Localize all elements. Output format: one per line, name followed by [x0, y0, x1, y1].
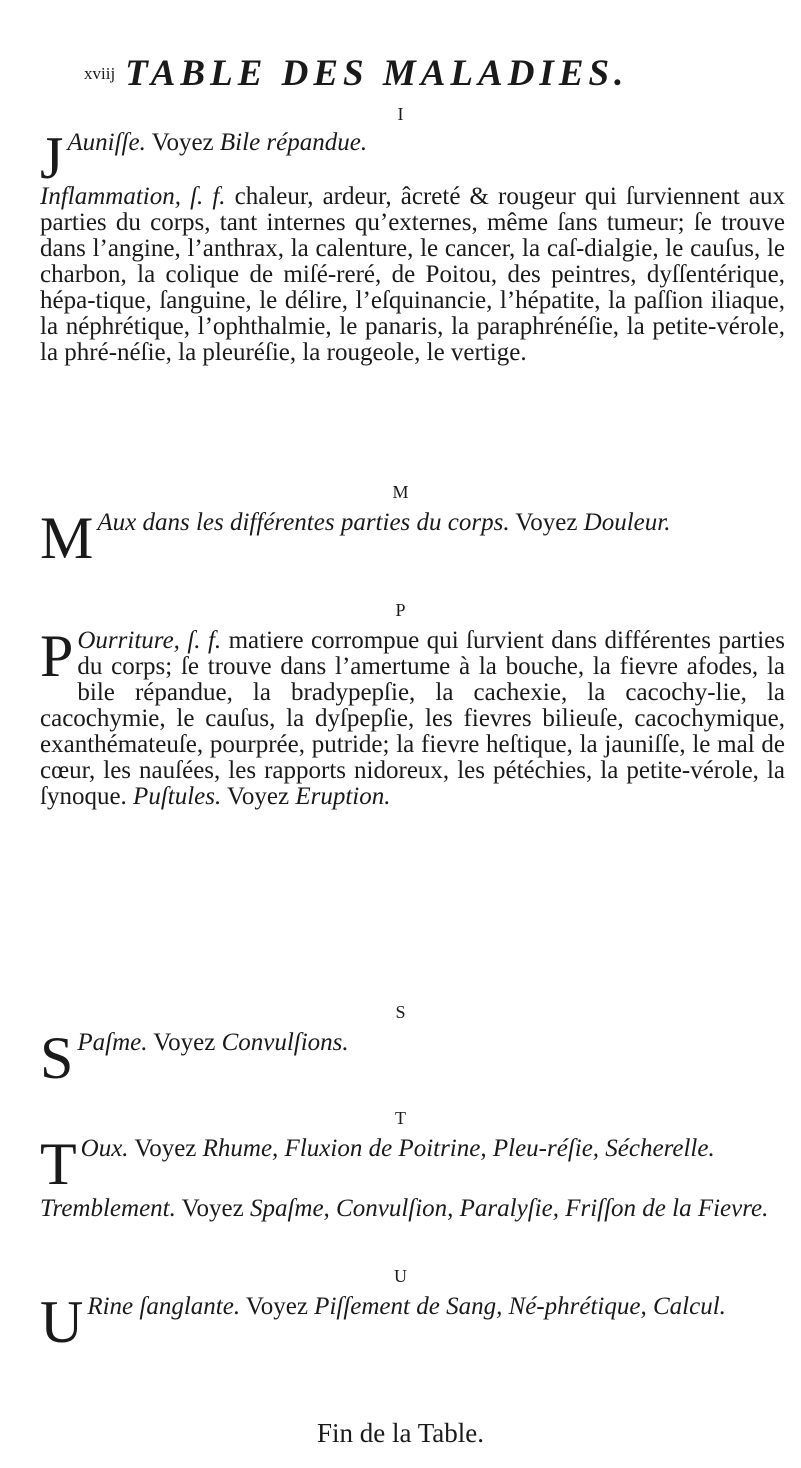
- entry-headword: Rine ſanglante.: [87, 1293, 241, 1320]
- entry-text: Voyez: [240, 1293, 315, 1320]
- entry-text: Voyez: [509, 509, 584, 536]
- entry-text: Voyez: [147, 1029, 222, 1056]
- drop-cap: P: [40, 623, 74, 689]
- entry-reference: Douleur.: [583, 509, 671, 536]
- entry-reference: Piſſement de Sang, Né-phrétique, Calcul.: [314, 1293, 726, 1320]
- entry-toux: [40, 1131, 785, 1197]
- entry-text: Voyez: [128, 1135, 203, 1162]
- section-letter-m: M: [392, 482, 409, 502]
- drop-cap: M: [40, 505, 94, 571]
- page-header: [84, 52, 784, 95]
- entry-reference: Bile répandue.: [219, 129, 368, 156]
- entry-headword: Aux dans les différentes parties du corps.: [97, 509, 510, 536]
- entry-headword: Oux.: [80, 1135, 129, 1162]
- entry-text: Voyez: [145, 129, 220, 156]
- page-number: xviij: [84, 64, 116, 83]
- entry-text: chaleur, ardeur, âcreté & rougeur qui ſurviennent aux parties du corps, tant internes qu’externes, même ſans tumeur; ſe trouve dans l’angine, l’anthrax, la calenture, le cancer, la caſ-dialgie, le cauſus, le charbon, la colique de miſé-reré, de Poitou, des peintres, dyſſentérique, hépa-tique, ſanguine, le délire, l’eſquinancie, l’hépatite, la paſſion iliaque, la néphrétique, l’ophthalmie, le panaris, la paraphrénéſie, la petite-vérole, la phré-néſie, la pleuréſie, la rougeole, le vertige.: [40, 183, 785, 366]
- section-letter-p: P: [395, 600, 406, 620]
- entry-headword: Inflammation, ſ. f.: [40, 183, 226, 210]
- section-letter-u: U: [394, 1266, 407, 1286]
- entry-urine-sanglante: [40, 1289, 785, 1355]
- page-title: TABLE DES MALADIES.: [125, 53, 629, 94]
- entry-tail-text: Voyez: [221, 783, 296, 810]
- entry-reference: Convulſions.: [221, 1029, 349, 1056]
- entry-text: matiere corrompue qui ſurvient dans différentes parties du corps; ſe trouve dans l’amertume à la bouche, la fievre afodes, la bile répandue, la bradypepſie, la cachexie, la cacochy-lie, la cacochymie, le cauſus, la dyſpepſie, les fievres bilieuſe, cacochymique, exanthémateuſe, pourprée, putride; la fievre heſtique, la jauniſſe, le mal de cœur, les nauſées, les rapports nidoreux, les pétéchies, la petite-vérole, la ſynoque.: [40, 627, 785, 810]
- entry-tail-reference: Eruption.: [295, 783, 391, 810]
- section-letter-t: T: [395, 1108, 406, 1128]
- drop-cap: J: [40, 125, 64, 191]
- entry-reference: Puſtules.: [133, 783, 222, 810]
- entry-reference: Spaſme, Convulſion, Paralyſie, Friſſon de la Fievre.: [249, 1195, 769, 1222]
- entry-text: Voyez: [175, 1195, 250, 1222]
- end-of-table: Fin de la Table.: [316, 1418, 485, 1448]
- drop-cap: U: [40, 1289, 84, 1355]
- entry-pourriture: [40, 623, 785, 810]
- entry-headword: Tremblement.: [40, 1195, 176, 1222]
- entry-headword: Paſme.: [77, 1029, 148, 1056]
- entry-headword: Ourriture, ſ. f.: [77, 627, 222, 654]
- entry-spasme: [40, 1025, 785, 1091]
- drop-cap: S: [40, 1025, 74, 1091]
- entry-maux: [40, 505, 785, 571]
- entry-jaunisse: [40, 125, 785, 191]
- section-letter-i: I: [397, 104, 404, 124]
- entry-inflammation: [40, 184, 785, 366]
- entry-reference: Rhume, Fluxion de Poitrine, Pleu-réſie, Sécherelle.: [202, 1135, 715, 1162]
- drop-cap: T: [40, 1131, 77, 1197]
- entry-headword: Auniſſe.: [67, 129, 146, 156]
- entry-tremblement: [40, 1196, 785, 1222]
- section-letter-s: S: [395, 1002, 406, 1022]
